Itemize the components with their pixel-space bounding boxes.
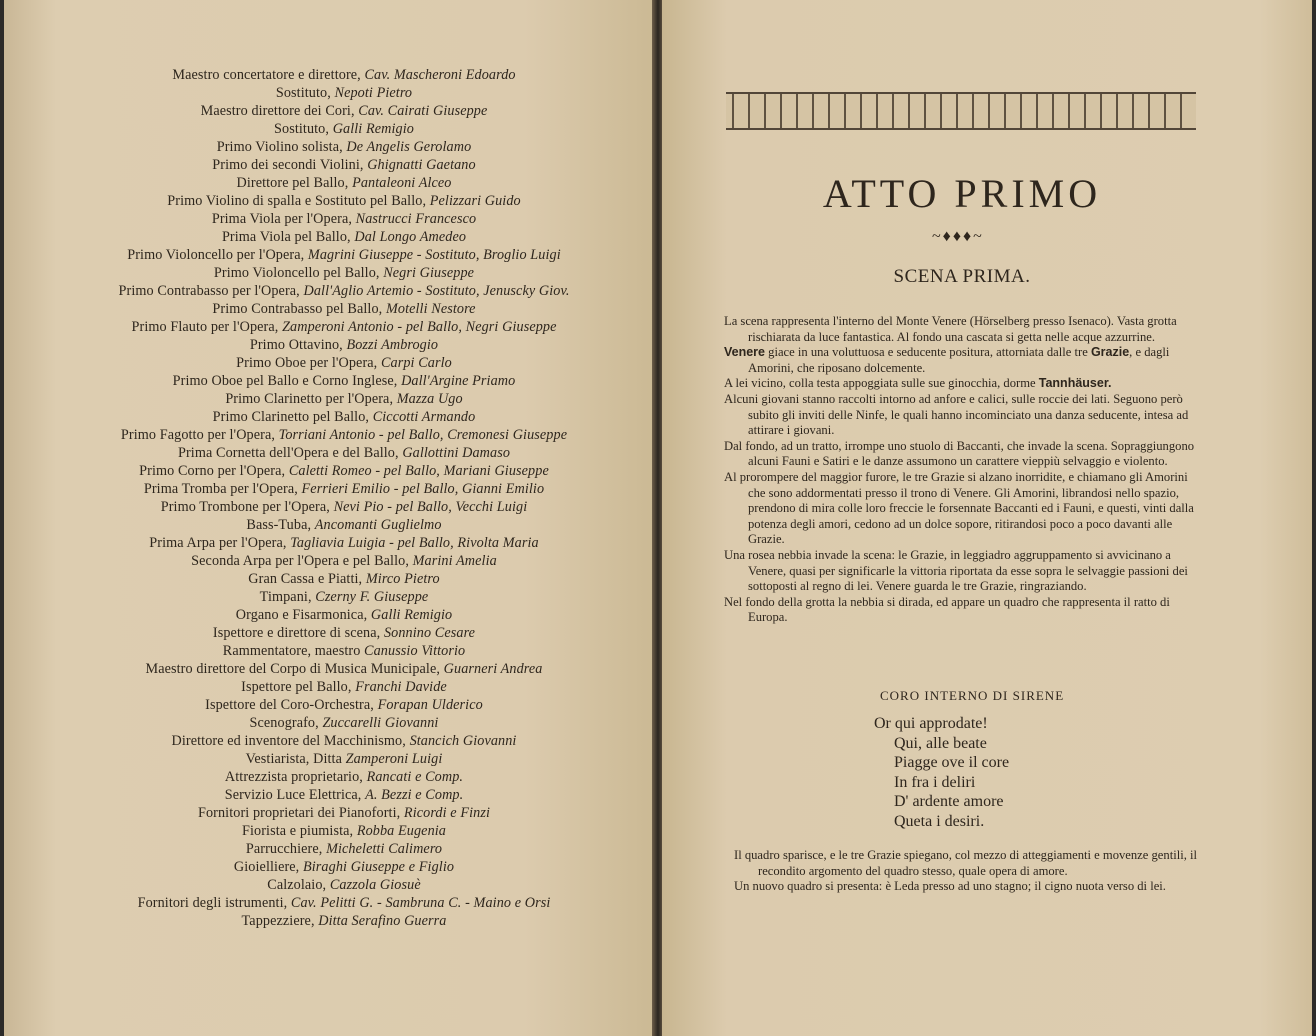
credit-role: Bass-Tuba, [246, 517, 312, 533]
credit-name: Cav. Pelitti G. - Sambruna C. - Maino e Orsi [290, 895, 551, 911]
credit-role: Prima Arpa per l'Opera, [149, 535, 287, 551]
credit-name: Galli Remigio [332, 121, 414, 137]
credit-line [4, 570, 684, 588]
credit-name: Ricordi e Finzi [403, 805, 491, 821]
credit-name: Dall'Argine Priamo [401, 373, 516, 389]
credit-role: Rammentatore, maestro [222, 643, 361, 659]
credit-role: Primo Corno per l'Opera, [139, 463, 286, 479]
credit-role: Primo Clarinetto per l'Opera, [225, 391, 394, 407]
credit-name: Canussio Vittorio [364, 643, 466, 659]
credit-role: Direttore pel Ballo, [236, 175, 349, 191]
credit-line [4, 300, 684, 318]
credit-line [4, 120, 684, 138]
credit-name: Ferrieri Emilio - pel Ballo, Gianni Emilio [301, 481, 545, 497]
credit-name: Magrini Giuseppe - Sostituto, Broglio Luigi [307, 247, 561, 263]
chorus-label: CORO INTERNO DI SIRENE [880, 688, 1065, 703]
flourish-ornament: ~♦♦♦~ [932, 228, 984, 245]
credit-role: Fiorista e piumista, [242, 823, 354, 839]
credit-line [4, 498, 684, 516]
credit-role: Maestro direttore del Corpo di Musica Municipale, [145, 661, 440, 677]
credit-role: Maestro concertatore e direttore, [172, 67, 361, 83]
credit-name: Cav. Cairati Giuseppe [358, 103, 488, 119]
credit-line [4, 210, 684, 228]
credit-name: Ancomanti Guglielmo [314, 517, 442, 533]
credit-role: Primo Clarinetto pel Ballo, [212, 409, 370, 425]
credit-role: Primo Violoncello pel Ballo, [213, 265, 380, 281]
credit-role: Servizio Luce Elettrica, [224, 787, 362, 803]
direction-paragraph: La scena rappresenta l'interno del Monte Venere (Hörselberg presso Isenaco). Vasta grotta rischiarata da luce fantastica. Al fondo una cascata si getta nelle acque azzurrine. [724, 314, 1177, 344]
credit-name: Zamperoni Antonio - pel Ballo, Negri Giuseppe [282, 319, 557, 335]
credit-role: Ispettore del Coro-Orchestra, [205, 697, 374, 713]
credit-role: Primo Violino solista, [216, 139, 343, 155]
credit-line [4, 174, 684, 192]
credit-role: Primo Oboe pel Ballo e Corno Inglese, [172, 373, 398, 389]
direction-paragraph: Il quadro sparisce, e le tre Grazie spiegano, col mezzo di atteggiamenti e movenze gentili, il recondito argomento del quadro stesso, quale opera di amore. [734, 848, 1197, 878]
credit-line [4, 264, 684, 282]
credit-line [4, 66, 684, 84]
credit-name: Czerny F. Giuseppe [315, 589, 429, 605]
credit-name: Guarneri Andrea [443, 661, 543, 677]
ornament-border [726, 92, 1196, 130]
credit-name: Nepoti Pietro [334, 85, 413, 101]
credit-name: Pelizzari Guido [429, 193, 521, 209]
verse-line: Or qui approdate! [874, 715, 988, 732]
credit-name: Gallottini Damaso [402, 445, 511, 461]
credit-line [4, 534, 684, 552]
credit-line [4, 156, 684, 174]
credit-name: Mirco Pietro [365, 571, 440, 587]
credit-role: Prima Viola per l'Opera, [211, 211, 352, 227]
verse-line: Qui, alle beate [894, 734, 987, 752]
chorus-verse [874, 714, 1009, 831]
credit-role: Ispettore pel Ballo, [241, 679, 352, 695]
credit-line [4, 624, 684, 642]
credit-name: Rancati e Comp. [366, 769, 464, 785]
direction-paragraph: Dal fondo, ad un tratto, irrompe uno stuolo di Baccanti, che invade la scena. Sopraggiungono alcuni Fauni e Satiri e le danze assumono un carattere vieppiù selvaggio e violento. [724, 438, 1195, 469]
credit-line [4, 858, 684, 876]
credit-name: Mazza Ugo [396, 391, 463, 407]
credit-line [4, 192, 684, 210]
credit-role: Parrucchiere, [245, 841, 323, 857]
credit-role: Tappezziere, [241, 913, 315, 929]
credit-role: Primo Ottavino, [249, 337, 343, 353]
credit-name: Negri Giuseppe [383, 265, 475, 281]
credit-name: A. Bezzi e Comp. [365, 787, 464, 803]
credit-name: Franchi Davide [355, 679, 447, 695]
credit-name: Sonnino Cesare [383, 625, 476, 641]
act-title: ATTO PRIMO [822, 171, 1102, 216]
credit-name: Tagliavia Luigia - pel Ballo, Rivolta Maria [290, 535, 539, 551]
credit-line [4, 714, 684, 732]
direction-paragraph: Una rosea nebbia invade la scena: le Grazie, in leggiadro aggruppamento si avvicinano a Venere, quasi per significarle la vittoria riportata da esse sopra le selvaggie passioni dei sottoposti al regno di lei. Venere guarda le tre Grazie, ringraziando. [724, 547, 1188, 594]
credit-name: Caletti Romeo - pel Ballo, Mariani Giuseppe [288, 463, 549, 479]
credit-line [4, 840, 684, 858]
credit-role: Maestro direttore dei Cori, [200, 103, 355, 119]
credit-role: Primo Contrabasso pel Ballo, [212, 301, 383, 317]
credit-role: Primo Contrabasso per l'Opera, [118, 283, 300, 299]
credit-line [4, 822, 684, 840]
credit-name: Cazzola Giosuè [329, 877, 421, 893]
credit-line [4, 786, 684, 804]
credit-role: Prima Viola pel Ballo, [221, 229, 351, 245]
credit-line [4, 552, 684, 570]
credit-line [4, 516, 684, 534]
credit-role: Primo dei secondi Violini, [212, 157, 364, 173]
credit-name: Ciccotti Armando [372, 409, 476, 425]
credit-role: Fornitori degli istrumenti, [137, 895, 288, 911]
credit-line [4, 138, 684, 156]
direction-paragraph: Al prorompere del maggior furore, le tre Grazie si alzano inorridite, e chiamano gli Amorini che sono addormentati presso il trono di Venere. Gli Amorini, librandosi nello spazio, prendono di mira colle loro freccie le forsennate Baccanti ed i Fauni, e questi, vinti dalla potenza degli amori, cedono ad un dolce sopore, ritirandosi poco a poco davanti alle Grazie. [724, 469, 1194, 547]
credit-line [4, 768, 684, 786]
credit-role: Gioielliere, [233, 859, 300, 875]
credit-line [4, 246, 684, 264]
credit-name: Zuccarelli Giovanni [322, 715, 439, 731]
credit-line [4, 462, 684, 480]
credit-line [4, 660, 684, 678]
credit-name: Zamperoni Luigi [345, 751, 443, 767]
credit-name: Cav. Mascheroni Edoardo [364, 67, 516, 83]
credit-role: Seconda Arpa per l'Opera e pel Ballo, [191, 553, 409, 569]
credit-line [4, 678, 684, 696]
credit-role: Gran Cassa e Piatti, [248, 571, 363, 587]
credits-list [4, 66, 684, 930]
right-page [662, 0, 1312, 1036]
character-name: Venere [724, 345, 766, 360]
credit-role: Timpani, [259, 589, 312, 605]
left-page [4, 0, 654, 1036]
credit-role: Fornitori proprietari dei Pianoforti, [197, 805, 401, 821]
credit-role: Organo e Fisarmonica, [235, 607, 368, 623]
credit-line [4, 390, 684, 408]
credit-name: Ghignatti Gaetano [367, 157, 476, 173]
credit-line [4, 750, 684, 768]
verse-line: Queta i desiri. [894, 812, 985, 830]
credit-name: Micheletti Calimero [326, 841, 443, 857]
credit-role: Sostituto, [274, 121, 330, 137]
credit-role: Prima Tromba per l'Opera, [143, 481, 298, 497]
credit-line [4, 804, 684, 822]
credit-line [4, 336, 684, 354]
credit-line [4, 372, 684, 390]
credit-name: Galli Remigio [370, 607, 453, 623]
credit-line [4, 912, 684, 930]
credit-role: Ispettore e direttore di scena, [212, 625, 381, 641]
credit-role: Vestiarista, Ditta [245, 751, 342, 767]
direction-paragraph: A lei vicino, colla testa appoggiata sulle sue ginocchia, dorme Tannhäuser. [724, 376, 1112, 391]
credit-name: Carpi Carlo [380, 355, 452, 371]
credit-name: Marini Amelia [412, 553, 497, 569]
credit-line [4, 408, 684, 426]
credit-line [4, 444, 684, 462]
credit-name: De Angelis Gerolamo [346, 139, 472, 155]
credit-name: Pantaleoni Alceo [352, 175, 452, 191]
credit-line [4, 102, 684, 120]
credit-line [4, 480, 684, 498]
credit-line [4, 426, 684, 444]
character-name: Tannhäuser. [1038, 376, 1112, 391]
credit-role: Direttore ed inventore del Macchinismo, [171, 733, 406, 749]
stage-direction [724, 314, 1208, 626]
verse-line: D' ardente amore [894, 793, 1004, 810]
credit-role: Primo Flauto per l'Opera, [131, 319, 279, 335]
credit-role: Prima Cornetta dell'Opera e del Ballo, [177, 445, 399, 461]
credit-name: Dal Longo Amedeo [354, 229, 467, 245]
credit-line [4, 84, 684, 102]
credit-name: Nastrucci Francesco [355, 211, 477, 227]
credit-line [4, 354, 684, 372]
verse-line: Piagge ove il core [894, 754, 1010, 771]
credit-role: Attrezzista proprietario, [224, 769, 363, 785]
credit-line [4, 732, 684, 750]
credit-role: Primo Fagotto per l'Opera, [120, 427, 276, 443]
credit-name: Forapan Ulderico [377, 697, 483, 713]
direction-paragraph: Alcuni giovani stanno raccolti intorno ad anfore e calici, sulle roccie dei lati. Seguono però subito gli inviti delle Ninfe, le quali hanno incominciato una danza seducente, intesa ad attirare i giovani. [724, 391, 1189, 438]
direction-paragraph: Un nuovo quadro si presenta: è Leda presso ad uno stagno; il cigno nuota verso di lei. [734, 879, 1166, 894]
credit-line [4, 228, 684, 246]
credit-name: Bozzi Ambrogio [346, 337, 439, 353]
credit-line [4, 606, 684, 624]
credit-role: Sostituto, [275, 85, 331, 101]
credit-role: Primo Violoncello per l'Opera, [127, 247, 305, 263]
credit-line [4, 588, 684, 606]
credit-name: Torriani Antonio - pel Ballo, Cremonesi Giuseppe [278, 427, 568, 443]
credit-line [4, 282, 684, 300]
credit-name: Motelli Nestore [385, 301, 476, 317]
credit-name: Stancich Giovanni [409, 733, 517, 749]
credit-role: Calzolaio, [267, 877, 327, 893]
direction-paragraph: Nel fondo della grotta la nebbia si dirada, ed appare un quadro che rappresenta il ratto di Europa. [724, 594, 1170, 625]
credit-role: Scenografo, [249, 715, 319, 731]
credit-line [4, 696, 684, 714]
character-name: Grazie [1090, 345, 1130, 360]
credit-role: Primo Trombone per l'Opera, [160, 499, 330, 515]
credit-name: Robba Eugenia [356, 823, 446, 839]
credit-line [4, 876, 684, 894]
credit-name: Nevi Pio - pel Ballo, Vecchi Luigi [333, 499, 528, 515]
credit-line [4, 894, 684, 912]
credit-role: Primo Oboe per l'Opera, [236, 355, 378, 371]
credit-name: Biraghi Giuseppe e Figlio [303, 859, 455, 875]
direction-paragraph: Venere giace in una voluttuosa e seducente positura, attorniata dalle tre Grazie, e dagli Amorini, che riposano dolcemente. [724, 345, 1170, 375]
verse-line: In fra i deliri [894, 773, 976, 791]
credit-name: Dall'Aglio Artemio - Sostituto, Jenuscky Giov. [303, 283, 570, 299]
credit-name: Ditta Serafino Guerra [318, 913, 447, 929]
scene-title: SCENA PRIMA. [893, 266, 1031, 287]
credit-role: Primo Violino di spalla e Sostituto pel Ballo, [167, 193, 427, 209]
stage-direction-2 [734, 848, 1218, 895]
credit-line [4, 318, 684, 336]
credit-line [4, 642, 684, 660]
